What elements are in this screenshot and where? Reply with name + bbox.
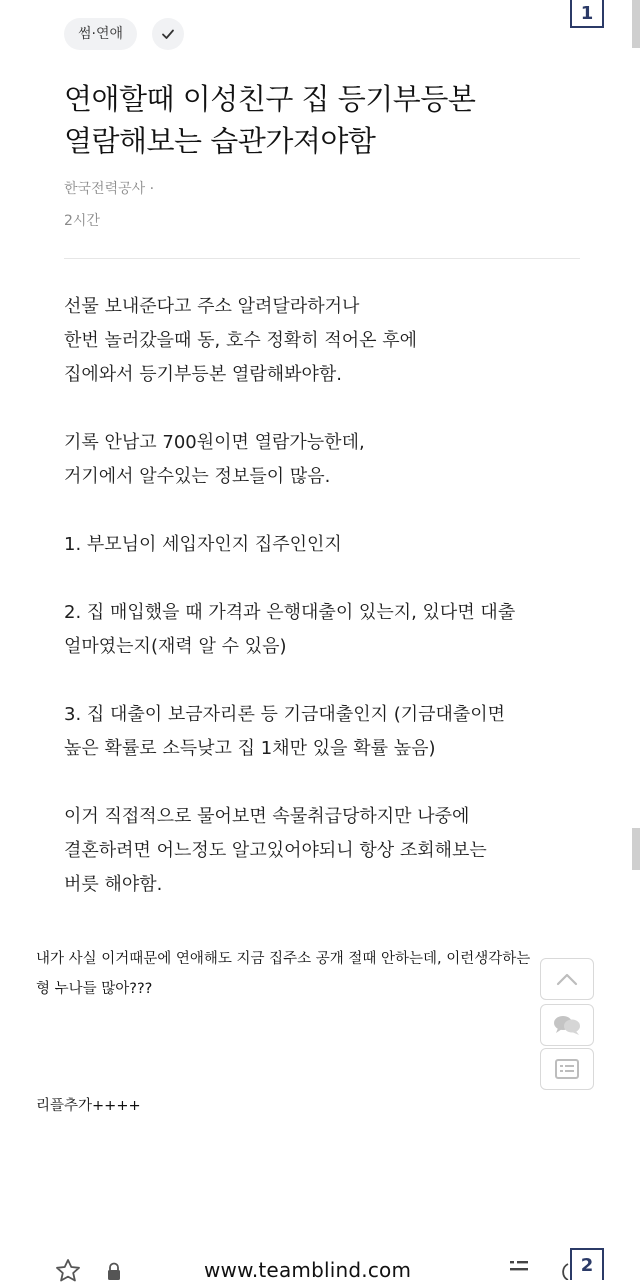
reader-menu-button[interactable] — [508, 1258, 530, 1282]
body-line: 2. 집 매입했을 때 가격과 은행대출이 있는지, 있다면 대출 — [64, 602, 516, 623]
post-title-line2: 열람해보는 습관가져야함 — [64, 124, 376, 158]
body-line: 거기에서 알수있는 정보들이 많음. — [64, 466, 331, 487]
lock-icon — [106, 1262, 122, 1280]
body-line: 기록 안남고 700원이면 열람가능한데, — [64, 432, 365, 453]
post-title-line1: 연애할때 이성친구 집 등기부등본 — [64, 82, 476, 116]
chat-bubbles-icon — [552, 1014, 582, 1036]
list-icon — [555, 1059, 579, 1079]
body-line: 높은 확률로 소득낮고 집 1채만 있을 확률 높음) — [64, 738, 436, 759]
body-line: 한번 놀러갔을때 동, 호수 정확히 적어온 후에 — [64, 330, 418, 351]
paragraph-gap — [64, 494, 584, 528]
star-icon — [54, 1258, 82, 1282]
chevron-up-icon — [556, 972, 578, 986]
category-chip[interactable]: 썸·연애 — [64, 18, 137, 50]
author-comment — [36, 944, 622, 1004]
post-body — [64, 290, 584, 902]
body-line: 선물 보내준다고 주소 알려달라하거나 — [64, 296, 360, 317]
comment-line2: 형 누나들 많아??? — [36, 981, 153, 997]
post-author[interactable]: 한국전력공사 · — [64, 181, 155, 197]
scroll-top-button[interactable] — [540, 958, 594, 1000]
menu-icon — [508, 1258, 530, 1278]
divider — [64, 258, 580, 259]
post-title — [64, 78, 584, 162]
follow-check-button[interactable] — [152, 18, 184, 50]
comment-line1: 내가 사실 이거때문에 연애해도 지금 집주소 공개 절때 안하는데, 이런생각하는 — [36, 951, 531, 967]
body-line: 1. 부모님이 세입자인지 집주인인지 — [64, 534, 342, 555]
bookmark-star-button[interactable] — [54, 1258, 82, 1286]
page-number-bottom: 2 — [570, 1248, 604, 1280]
list-button[interactable] — [540, 1048, 594, 1090]
body-line: 이거 직접적으로 물어보면 속물취급당하지만 나중에 — [64, 806, 470, 827]
body-line: 집에와서 등기부등본 열람해봐야함. — [64, 364, 342, 385]
scroll-indicator-top — [632, 0, 640, 48]
body-line: 버릇 해야함. — [64, 874, 163, 895]
check-icon — [160, 26, 176, 42]
paragraph-gap — [64, 562, 584, 596]
tabs-button[interactable] — [556, 1262, 570, 1284]
body-line: 얼마였는지(재력 알 수 있음) — [64, 636, 287, 657]
page-number-top: 1 — [570, 0, 604, 28]
scroll-indicator-mid — [632, 828, 640, 870]
post-time: 2시간 — [64, 213, 100, 229]
reply-note: 리플추가++++ — [36, 1098, 141, 1114]
tabs-icon — [556, 1262, 570, 1280]
secure-lock — [106, 1262, 122, 1284]
body-line: 3. 집 대출이 보금자리론 등 기금대출인지 (기금대출이면 — [64, 704, 506, 725]
paragraph-gap — [64, 766, 584, 800]
address-bar-url[interactable]: www.teamblind.com — [204, 1258, 412, 1282]
paragraph-gap — [64, 392, 584, 426]
body-line: 결혼하려면 어느정도 알고있어야되니 항상 조회해보는 — [64, 840, 487, 861]
paragraph-gap — [64, 664, 584, 698]
comments-button[interactable] — [540, 1004, 594, 1046]
